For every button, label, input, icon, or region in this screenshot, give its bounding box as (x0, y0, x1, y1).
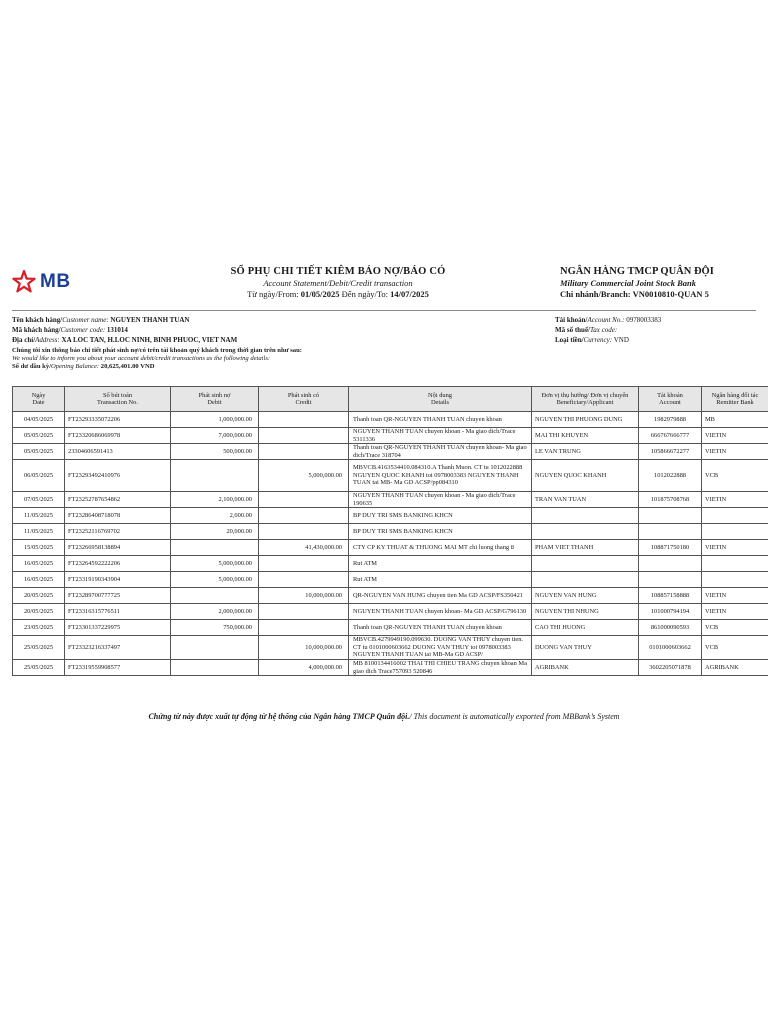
date-range (218, 289, 458, 299)
cell-debit (171, 540, 259, 556)
cell-credit (259, 604, 349, 620)
statement-document (0, 262, 768, 721)
balance-label-en: Opening Balance: (50, 363, 100, 371)
opening-balance (12, 363, 768, 371)
cell-remitter-bank (702, 556, 768, 572)
divider (12, 310, 756, 311)
cell-date: 04/05/2025 (13, 412, 65, 428)
cell-account: 666767666777 (639, 428, 702, 444)
table-row (13, 588, 768, 604)
column-header-en: Debit (207, 399, 222, 406)
cell-account: 101000794194 (639, 604, 702, 620)
tax-row (555, 325, 765, 335)
title-vn: SỔ PHỤ CHI TIẾT KIÊM BÁO NỢ/BÁO CÓ (230, 266, 446, 277)
address-label: Địa chỉ/ (12, 336, 36, 344)
account-number: 0978003383 (626, 316, 662, 324)
table-row (13, 460, 768, 492)
cell-details: BP DUY TRI SMS BANKING KHCN (349, 508, 532, 524)
cell-beneficiary: NGUYEN THI PHUONG DUNG (532, 412, 639, 428)
column-header (65, 387, 171, 412)
cell-debit (171, 660, 259, 676)
account-label: Tài khoản/ (555, 316, 588, 324)
customer-info (0, 313, 768, 347)
column-header-vn: Ngày (31, 391, 46, 399)
cell-remitter-bank: VIETIN (702, 540, 768, 556)
cell-remitter-bank: VIETIN (702, 444, 768, 460)
range-to-label: Đến ngày/ (339, 289, 377, 299)
cell-date: 15/05/2025 (13, 540, 65, 556)
title-en: Account Statement/Debit/Credit transaction (263, 278, 413, 288)
cell-remitter-bank: VIETIN (702, 604, 768, 620)
column-header-vn: Tài khoản (657, 391, 683, 399)
cell-debit: 2,100,000.00 (171, 492, 259, 508)
cell-date: 05/05/2025 (13, 444, 65, 460)
column-header-vn: Phát sinh có (287, 391, 320, 399)
column-header-en: Transaction No. (97, 399, 138, 406)
cell-details: MB 8100134416002 THAI THI CHIEU TRANG chuyen khoan Ma giao dich Trace757093 520846 (349, 660, 532, 676)
cell-date: 16/05/2025 (13, 556, 65, 572)
cell-credit: 10,000,000.00 (259, 636, 349, 660)
cell-credit (259, 492, 349, 508)
cell-account (639, 524, 702, 540)
table-row (13, 572, 768, 588)
cell-details: Rut ATM (349, 572, 532, 588)
cell-remitter-bank: MB (702, 412, 768, 428)
cell-details: NGUYEN THANH TUAN chuyen khoan - Ma giao dich/Trace 190635 (349, 492, 532, 508)
star-icon (12, 270, 36, 294)
column-header (639, 387, 702, 412)
tax-label: Mã số thuế/ (555, 326, 590, 334)
cell-credit (259, 620, 349, 636)
column-header-en: Beneficiary/Applicant (556, 399, 614, 406)
cell-remitter-bank: VIETIN (702, 492, 768, 508)
bank-info (560, 266, 765, 299)
table-row (13, 604, 768, 620)
cell-date: 11/05/2025 (13, 508, 65, 524)
customer-address-row (12, 335, 532, 345)
range-prefix: Từ ngày/ (247, 289, 278, 299)
account-row (555, 315, 765, 325)
customer-code-row (12, 325, 532, 335)
cell-date: 16/05/2025 (13, 572, 65, 588)
range-from: 01/05/2025 (300, 289, 340, 299)
cell-account: 861000090593 (639, 620, 702, 636)
cell-transaction-no: FT23266958138894 (65, 540, 171, 556)
cell-credit: 4,000,000.00 (259, 660, 349, 676)
cell-credit (259, 524, 349, 540)
cell-credit (259, 444, 349, 460)
name-label-en: Customer name: (62, 316, 109, 324)
cell-account: 101875708768 (639, 492, 702, 508)
table-row (13, 540, 768, 556)
cell-transaction-no: FT23293335072206 (65, 412, 171, 428)
cell-remitter-bank (702, 572, 768, 588)
statement-title (218, 266, 458, 299)
cell-credit: 41,430,000.00 (259, 540, 349, 556)
cell-details: MBVCB.4163534410.084310.A Thanh Muon. CT tu 1012022888 NGUYEN QUOC KHANH toi 0978003383 NGUYEN THANH TUAN tai MB- Ma GD ACSP/pp084310 (349, 460, 532, 492)
cell-credit (259, 508, 349, 524)
customer-address: XA LOC TAN, H.LOC NINH, BINH PHUOC, VIET NAM (61, 336, 238, 344)
cell-debit: 5,000,000.00 (171, 556, 259, 572)
cell-details: MBVCB.4279949190.099630. DUONG VAN THUY chuyen tien. CT tu 0101000603662 DUONG VAN THUY toi 0978003383 NGUYEN THANH TUAN tai MB-Ma GD ACSP/ (349, 636, 532, 660)
cell-remitter-bank: VCB (702, 620, 768, 636)
cell-date: 25/05/2025 (13, 660, 65, 676)
cell-transaction-no: FT23301337229975 (65, 620, 171, 636)
cell-beneficiary: CAO THI HUONG (532, 620, 639, 636)
cell-transaction-no: FT23316315776511 (65, 604, 171, 620)
cell-transaction-no: FT23319190343904 (65, 572, 171, 588)
balance-value: 20,625,401.00 VND (100, 363, 155, 371)
bank-name-vn: NGÂN HÀNG TMCP QUÂN ĐỘI (560, 266, 714, 277)
customer-name-row (12, 315, 532, 325)
column-header-en: Account (659, 399, 681, 406)
cell-transaction-no: FT23252787654862 (65, 492, 171, 508)
column-header (702, 387, 768, 412)
cell-beneficiary: DUONG VAN THUY (532, 636, 639, 660)
column-header (532, 387, 639, 412)
cell-transaction-no: FT23293492410976 (65, 460, 171, 492)
cell-details: Thanh toan QR-NGUYEN THANH TUAN chuyen khoan- Ma giao dich/Trace 318704 (349, 444, 532, 460)
column-header (13, 387, 65, 412)
cell-date: 23/05/2025 (13, 620, 65, 636)
cell-beneficiary: NGUYEN QUOC KHANH (532, 460, 639, 492)
cell-remitter-bank: VIETIN (702, 428, 768, 444)
table-row (13, 428, 768, 444)
cell-account: 105866672277 (639, 444, 702, 460)
cell-beneficiary: NGUYEN VAN HUNG (532, 588, 639, 604)
cell-date: 25/05/2025 (13, 636, 65, 660)
cell-account: 3602205071878 (639, 660, 702, 676)
cell-debit: 20,000.00 (171, 524, 259, 540)
table-row (13, 412, 768, 428)
cell-transaction-no: FT23323216337497 (65, 636, 171, 660)
cell-credit (259, 572, 349, 588)
cell-details: Thanh toan QR-NGUYEN THANH TUAN chuyen khoan (349, 412, 532, 428)
balance-label: Số dư đầu kỳ/ (12, 363, 51, 371)
statement-header (0, 262, 768, 306)
column-header-en: Remitter Bank (716, 399, 754, 406)
table-row (13, 492, 768, 508)
column-header-vn: Đơn vị thụ hưởng/ Đơn vị chuyển (541, 391, 629, 399)
cell-date: 07/05/2025 (13, 492, 65, 508)
cell-account: 1012022888 (639, 460, 702, 492)
cell-date: 20/05/2025 (13, 604, 65, 620)
cell-debit: 750,000.00 (171, 620, 259, 636)
currency: VND (613, 336, 629, 344)
footer-en: / This document is automatically exported from MBBank’s System (409, 712, 620, 721)
cell-beneficiary (532, 572, 639, 588)
cell-debit (171, 460, 259, 492)
cell-debit: 5,000,000.00 (171, 572, 259, 588)
table-row (13, 660, 768, 676)
customer-name: NGUYEN THANH TUAN (110, 316, 190, 324)
table-row (13, 620, 768, 636)
cell-details: NGUYEN THANH TUAN chuyen khoan - Ma giao dich/Trace 5311336 (349, 428, 532, 444)
cell-remitter-bank (702, 508, 768, 524)
cell-date: 11/05/2025 (13, 524, 65, 540)
table-row (13, 508, 768, 524)
column-header-vn: Nội dung (428, 391, 452, 399)
table-row (13, 556, 768, 572)
column-header-en: Details (430, 399, 450, 406)
cell-debit: 500,000.00 (171, 444, 259, 460)
cell-account: 1982979888 (639, 412, 702, 428)
cell-remitter-bank (702, 524, 768, 540)
bank-name-en: Military Commercial Joint Stock Bank (560, 278, 697, 288)
table-header (13, 387, 768, 412)
cell-transaction-no: 23304606591413 (65, 444, 171, 460)
cell-beneficiary (532, 524, 639, 540)
cell-transaction-no: FT23286408718078 (65, 508, 171, 524)
range-to: 14/07/2025 (390, 289, 429, 299)
column-header-vn: Phát sinh nợ (198, 391, 231, 399)
column-header (259, 387, 349, 412)
cell-credit: 10,000,000.00 (259, 588, 349, 604)
cell-beneficiary: LE VAN TRUNG (532, 444, 639, 460)
cell-date: 05/05/2025 (13, 428, 65, 444)
cell-date: 06/05/2025 (13, 460, 65, 492)
cell-credit (259, 428, 349, 444)
cell-beneficiary: NGUYEN THI NHUNG (532, 604, 639, 620)
code-label-en: Customer code: (60, 326, 106, 334)
cell-account: 108857158888 (639, 588, 702, 604)
column-header (171, 387, 259, 412)
column-header (349, 387, 532, 412)
code-label: Mã khách hàng/ (12, 326, 61, 334)
intro-text (12, 347, 768, 372)
customer-code: 131014 (106, 326, 128, 334)
cell-transaction-no: FT23289700777725 (65, 588, 171, 604)
cell-details: NGUYEN THANH TUAN chuyen khoan- Ma GD ACSP/G796130 (349, 604, 532, 620)
cell-transaction-no: FT23252116769702 (65, 524, 171, 540)
intro-en: We would like to inform you about your account debit/credit transactions as the following details: (12, 355, 271, 363)
table-row (13, 444, 768, 460)
currency-row (555, 335, 765, 345)
cell-beneficiary: TRAN VAN TUAN (532, 492, 639, 508)
table-row (13, 524, 768, 540)
cell-debit (171, 636, 259, 660)
table-body (13, 412, 768, 676)
cell-debit: 2,000,000.00 (171, 604, 259, 620)
cell-transaction-no: FT23264592222206 (65, 556, 171, 572)
address-label-en: Address: (35, 336, 60, 344)
cell-account: 108871750180 (639, 540, 702, 556)
cell-details: QR-NGUYEN VAN HUNG chuyen tien Ma GD ACSP/FS350421 (349, 588, 532, 604)
cell-beneficiary (532, 508, 639, 524)
currency-label: Loại tiền/ (555, 336, 584, 344)
column-header-en: Date (32, 399, 45, 406)
cell-account (639, 572, 702, 588)
table-row (13, 636, 768, 660)
cell-date: 20/05/2025 (13, 588, 65, 604)
range-from-label: From: (277, 289, 301, 299)
cell-account: 0101000603662 (639, 636, 702, 660)
currency-label-en: Currency: (583, 336, 613, 344)
cell-details: BP DUY TRI SMS BANKING KHCN (349, 524, 532, 540)
cell-debit: 7,000,000.00 (171, 428, 259, 444)
intro-vn: Chúng tôi xin thông báo chi tiết phát sinh nợ/có trên tài khoản quý khách trong thời gian trên như sau: (12, 347, 302, 354)
cell-details: Rut ATM (349, 556, 532, 572)
cell-transaction-no: FT23319559908577 (65, 660, 171, 676)
cell-remitter-bank: VCB (702, 636, 768, 660)
bank-branch: Chi nhánh/Branch: VN0010810-QUAN 5 (560, 289, 709, 299)
cell-credit (259, 556, 349, 572)
cell-credit (259, 412, 349, 428)
cell-credit: 5,000,000.00 (259, 460, 349, 492)
cell-transaction-no: FT23320686069978 (65, 428, 171, 444)
cell-account (639, 508, 702, 524)
document-footer (0, 712, 768, 721)
cell-beneficiary: MAI THI KHUYEN (532, 428, 639, 444)
bank-logo (12, 270, 71, 294)
column-header-vn: Số bút toán (102, 391, 133, 399)
range-to-en: To: (376, 289, 391, 299)
cell-debit (171, 588, 259, 604)
cell-details: Thanh toan QR-NGUYEN THANH TUAN chuyen khoan (349, 620, 532, 636)
tax-label-en: Tax code: (590, 326, 618, 334)
column-header-vn: Ngân hàng đối tác (711, 391, 759, 399)
transactions-table (12, 386, 768, 676)
cell-debit: 2,000.00 (171, 508, 259, 524)
cell-remitter-bank: AGRIBANK (702, 660, 768, 676)
cell-details: CTY CP KY THUAT & THUONG MAI MT chi luong thang 8 (349, 540, 532, 556)
cell-remitter-bank: VCB (702, 460, 768, 492)
name-label: Tên khách hàng/ (12, 316, 63, 324)
logo-text: MB (40, 271, 71, 292)
cell-beneficiary: AGRIBANK (532, 660, 639, 676)
cell-remitter-bank: VIETIN (702, 588, 768, 604)
cell-debit: 1,000,000.00 (171, 412, 259, 428)
cell-account (639, 556, 702, 572)
footer-vn: Chứng từ này được xuất tự động từ hệ thống của Ngân hàng TMCP Quân đội. (148, 712, 410, 721)
column-header-en: Credit (295, 399, 312, 406)
account-label-en: Account No.: (587, 316, 625, 324)
cell-beneficiary: PHAM VIET THANH (532, 540, 639, 556)
cell-beneficiary (532, 556, 639, 572)
